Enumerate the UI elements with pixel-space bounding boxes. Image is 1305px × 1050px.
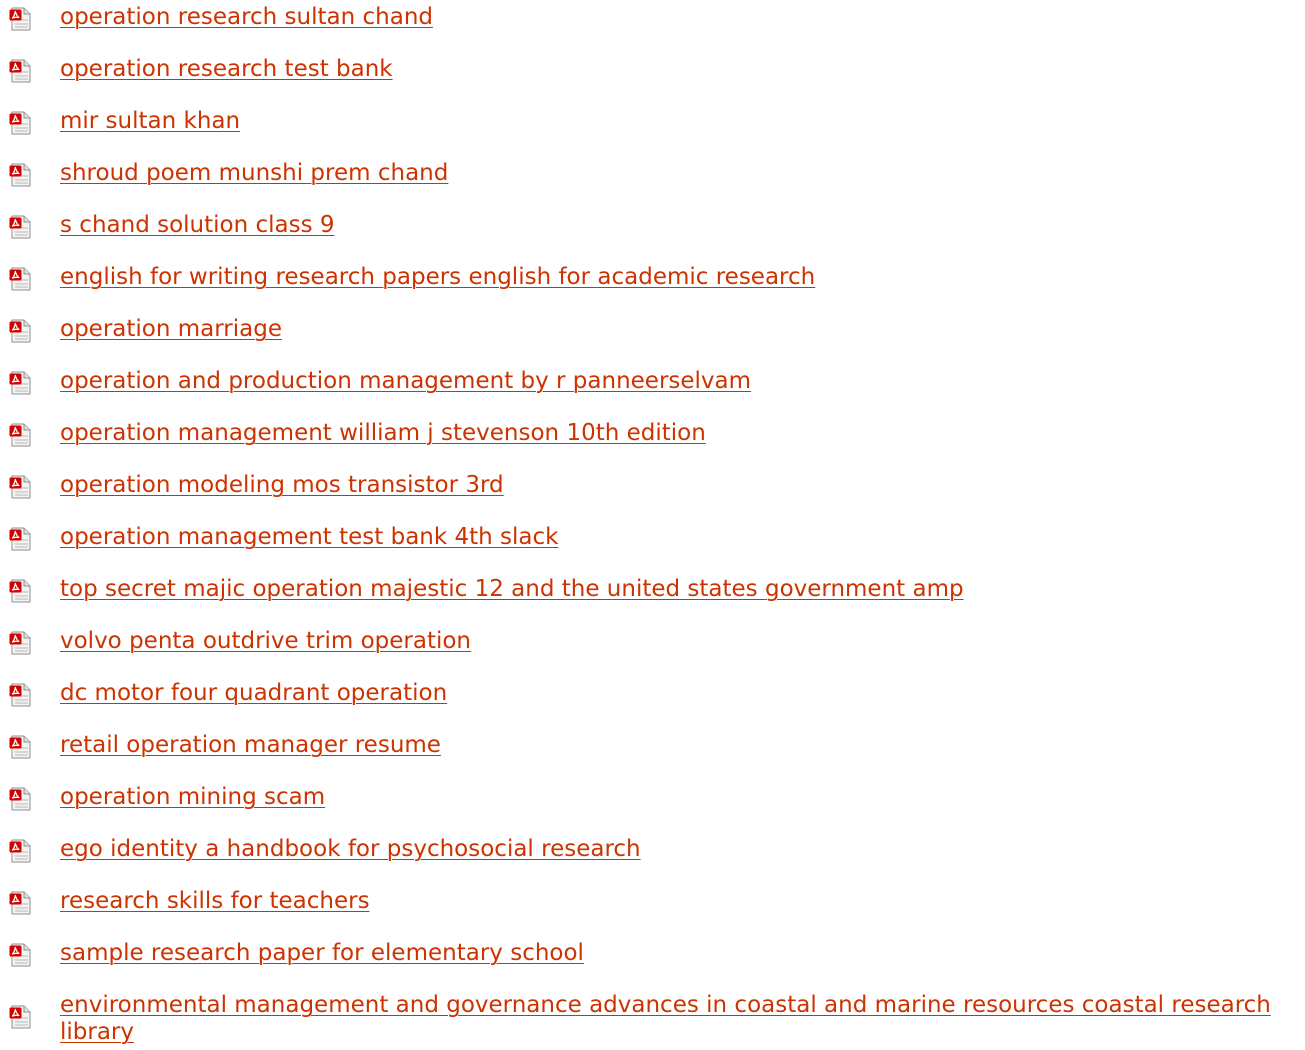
pdf-file-icon <box>9 631 33 655</box>
document-link[interactable]: english for writing research papers english for academic research <box>60 264 816 290</box>
list-item <box>0 574 1305 626</box>
pdf-file-icon <box>9 215 33 239</box>
document-link[interactable]: s chand solution class 9 <box>60 212 335 238</box>
pdf-file-icon <box>9 111 33 135</box>
list-item <box>0 886 1305 938</box>
list-item <box>0 210 1305 262</box>
pdf-file-icon <box>9 371 33 395</box>
document-link-list <box>0 2 1305 1048</box>
pdf-file-icon <box>9 579 33 603</box>
list-item <box>0 106 1305 158</box>
document-link[interactable]: top secret majic operation majestic 12 and the united states government amp <box>60 576 964 602</box>
pdf-file-icon <box>9 527 33 551</box>
document-link[interactable]: sample research paper for elementary school <box>60 940 584 966</box>
document-link[interactable]: environmental management and governance advances in coastal and marine resources coastal research library <box>60 992 1271 1045</box>
list-item <box>0 990 1305 1048</box>
pdf-file-icon <box>9 683 33 707</box>
document-link[interactable]: mir sultan khan <box>60 108 241 134</box>
document-link[interactable]: operation modeling mos transistor 3rd <box>60 472 504 498</box>
pdf-file-icon <box>9 59 33 83</box>
pdf-file-icon <box>9 163 33 187</box>
pdf-file-icon <box>9 1005 33 1029</box>
document-link[interactable]: operation and production management by r panneerselvam <box>60 368 752 394</box>
document-link[interactable]: dc motor four quadrant operation <box>60 680 448 706</box>
pdf-file-icon <box>9 475 33 499</box>
pdf-file-icon <box>9 7 33 31</box>
pdf-file-icon <box>9 267 33 291</box>
pdf-file-icon <box>9 319 33 343</box>
list-item <box>0 54 1305 106</box>
document-link[interactable]: shroud poem munshi prem chand <box>60 160 449 186</box>
document-link[interactable]: research skills for teachers <box>60 888 370 914</box>
document-link[interactable]: operation mining scam <box>60 784 326 810</box>
document-link[interactable]: operation management william j stevenson 10th edition <box>60 420 706 446</box>
pdf-file-icon <box>9 787 33 811</box>
pdf-file-icon <box>9 735 33 759</box>
list-item <box>0 834 1305 886</box>
document-link[interactable]: ego identity a handbook for psychosocial research <box>60 836 641 862</box>
list-item <box>0 678 1305 730</box>
list-item <box>0 470 1305 522</box>
pdf-file-icon <box>9 943 33 967</box>
document-link[interactable]: volvo penta outdrive trim operation <box>60 628 472 654</box>
document-link[interactable]: operation research test bank <box>60 56 393 82</box>
document-link[interactable]: retail operation manager resume <box>60 732 441 758</box>
list-item <box>0 626 1305 678</box>
document-link[interactable]: operation marriage <box>60 316 282 342</box>
list-item <box>0 2 1305 54</box>
list-item <box>0 522 1305 574</box>
document-link[interactable]: operation research sultan chand <box>60 4 433 30</box>
list-item <box>0 938 1305 990</box>
pdf-file-icon <box>9 423 33 447</box>
document-link[interactable]: operation management test bank 4th slack <box>60 524 559 550</box>
list-item <box>0 418 1305 470</box>
list-item <box>0 782 1305 834</box>
pdf-file-icon <box>9 891 33 915</box>
list-item <box>0 158 1305 210</box>
list-item <box>0 366 1305 418</box>
list-item <box>0 730 1305 782</box>
list-item <box>0 314 1305 366</box>
list-item <box>0 262 1305 314</box>
pdf-file-icon <box>9 839 33 863</box>
